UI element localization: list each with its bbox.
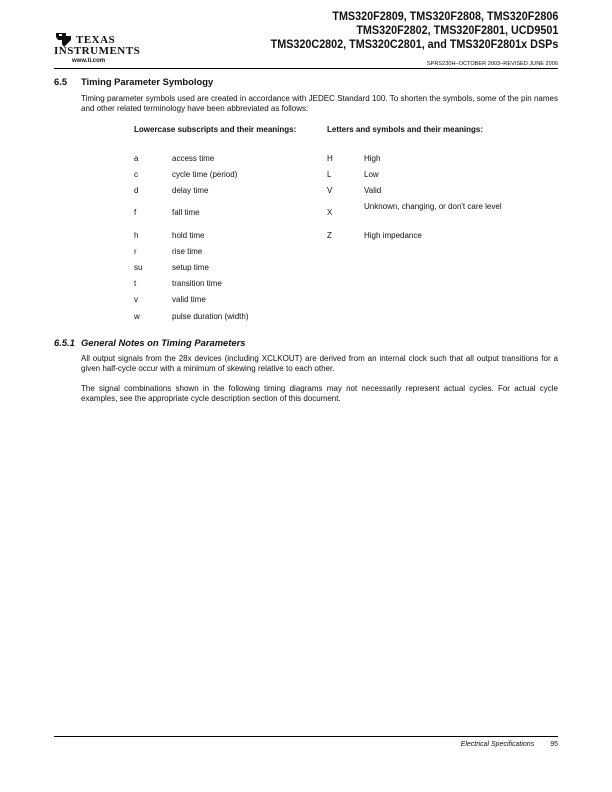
symbol-meaning: Low [364,170,379,179]
page-footer [461,741,558,748]
subscript-code: t [134,279,137,288]
logo-text-texas: TEXAS [76,34,116,46]
subscript-meaning: cycle time (period) [172,170,238,179]
left-column-heading: Lowercase subscripts and their meanings: [134,125,297,134]
right-column-heading: Letters and symbols and their meanings: [327,125,484,134]
page-header [54,10,558,74]
title-line-2: TMS320F2802, TMS320F2801, UCD9501 [356,24,558,37]
logo-text-instruments: INSTRUMENTS [54,45,141,57]
section-heading [54,76,213,87]
symbol-letter: L [327,170,332,179]
symbol-letter: Z [327,231,332,240]
section-title: Timing Parameter Symbology [81,76,214,87]
subscript-code: f [134,208,137,217]
ti-logo [54,32,174,72]
symbol-meaning: High impedance [364,231,422,240]
header-rule [54,68,558,69]
document-id: SPRS230H–OCTOBER 2003–REVISED JUNE 2006 [426,61,558,67]
subscript-code: w [134,312,140,321]
title-line-3: TMS320C2802, TMS320C2801, and TMS320F2801x DSPs [270,38,558,51]
subscript-meaning: pulse duration (width) [172,312,249,321]
subscript-meaning: access time [172,154,215,163]
footer-rule [54,736,558,737]
subscript-meaning: setup time [172,263,209,272]
subscript-code: su [134,263,143,272]
section-number: 6.5 [54,76,68,87]
symbol-meaning: Unknown, changing, or don't care level [364,202,502,211]
symbol-letter: X [327,208,333,217]
subscript-meaning: delay time [172,186,209,195]
paragraph: The signal combinations shown in the following timing diagrams may not necessarily represent actual cycles. For actual cycle examples, see the appropriate cycle description section of this document. [81,384,558,404]
subscript-meaning: hold time [172,231,205,240]
symbol-meaning: High [364,154,381,163]
document-title [270,10,558,52]
symbol-letter: H [327,154,333,163]
subscript-code: a [134,154,139,163]
symbol-meaning: Valid [364,186,382,195]
subscript-code: c [134,170,138,179]
symbol-letter: V [327,186,333,195]
subsection-number: 6.5.1 [54,337,75,348]
subsection-heading [54,337,245,348]
subscript-meaning: rise time [172,247,203,256]
section-intro: Timing parameter symbols used are created in accordance with JEDEC Standard 100. To shorten the symbols, some of the pin names and other related terminology have been abbreviated as follows: [81,94,558,114]
paragraph: All output signals from the 28x devices (including XCLKOUT) are derived from an internal clock such that all output transitions for a given half-cycle occur with a minimum of skewing relative to each other. [81,354,558,374]
footer-section-name: Electrical Specifications [460,741,535,748]
subscript-code: h [134,231,139,240]
subscript-meaning: fall time [172,208,200,217]
subscript-code: r [134,247,137,256]
subscript-code: d [134,186,139,195]
subscript-meaning: valid time [172,295,206,304]
title-line-1: TMS320F2809, TMS320F2808, TMS320F2806 [332,10,558,23]
page-number: 95 [550,741,558,748]
logo-url: www.ti.com [72,58,106,64]
subsection-title: General Notes on Timing Parameters [81,337,246,348]
subscript-code: v [134,295,138,304]
subscript-meaning: transition time [172,279,222,288]
